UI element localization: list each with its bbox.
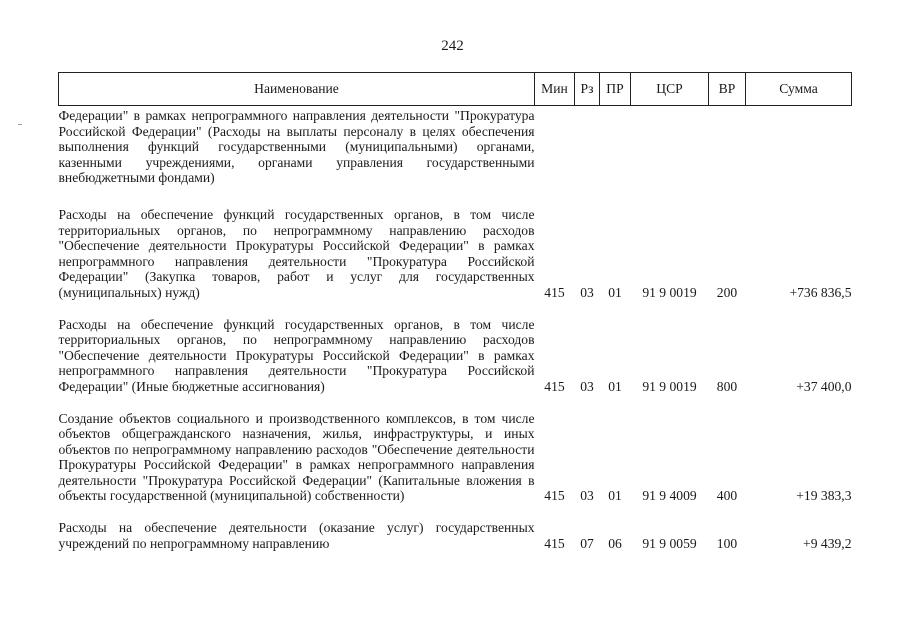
table-row [59,520,852,551]
row-pr: 01 [608,378,622,394]
header-sum: Сумма [746,73,852,106]
row-min: 415 [544,535,565,551]
row-rz: 03 [580,284,594,300]
row-rz [575,106,600,186]
row-name: Создание объектов социального и производственного комплексов, в том числе объектов общегражданского назначения, жилья, инфраструктуры, и иных объектов по непрограммному направлению расходов "Обеспечение деятельности Прокуратуры Российской Федерации" в рамках непрограммного направления деятельности "Прокуратура Российской Федерации" (Капитальные вложения в объекты государственной (муниципальной) собственности) [58,410,535,504]
row-sum: +736 836,5 [789,284,852,300]
row-csr: 91 9 0019 [642,284,697,300]
row-vr: 200 [716,284,738,300]
budget-table [58,72,852,551]
margin-mark [18,124,22,125]
header-rz: Рз [575,73,600,106]
row-pr: 01 [608,488,622,504]
row-sum [746,106,852,186]
page-number: 242 [441,38,464,54]
row-pr [600,106,631,186]
row-sum: +37 400,0 [796,378,852,394]
row-rz: 07 [580,535,594,551]
row-vr: 800 [716,378,738,394]
row-vr [709,106,746,186]
row-vr: 100 [716,535,738,551]
row-csr: 91 9 0019 [642,378,697,394]
row-vr: 400 [716,488,738,504]
row-min: 415 [544,378,565,394]
row-name: Расходы на обеспечение функций государственных органов, в том числе территориальных органов, по непрограммному направлению расходов "Обеспечение деятельности Прокуратуры Российской Федерации" в рамках непрограммного направления деятельности "Прокуратура Российской Федерации" (Закупка товаров, работ и услуг для государственных (муниципальных) нужд) [58,206,535,300]
header-csr: ЦСР [631,73,709,106]
row-sum: +19 383,3 [796,488,852,504]
header-pr: ПР [600,73,631,106]
table-row [59,207,852,301]
row-rz: 03 [580,488,594,504]
table-row [59,106,852,186]
row-rz: 03 [580,378,594,394]
row-pr: 01 [608,284,622,300]
row-name: Расходы на обеспечение функций государственных органов, в том числе территориальных органов, по непрограммному направлению расходов "Обеспечение деятельности Прокуратуры Российской Федерации" в рамках непрограммного направления деятельности "Прокуратура Российской Федерации" (Иные бюджетные ассигнования) [58,316,535,394]
row-min: 415 [544,488,565,504]
row-sum: +9 439,2 [803,535,852,551]
header-name: Наименование [59,73,535,106]
row-min: 415 [544,284,565,300]
row-min [535,106,575,186]
table-row [59,411,852,505]
row-csr: 91 9 0059 [642,535,697,551]
row-name: Федерации" в рамках непрограммного направления деятельности "Прокуратура Российской Федерации" (Расходы на выплаты персоналу в целях обеспечения выполнения функций государственными (муниципальными) органами, казенными учреждениями, органами управления государственными внебюджетными фондами) [58,108,535,186]
row-csr [631,106,709,186]
table-header-row [59,73,852,106]
row-csr: 91 9 4009 [642,488,697,504]
header-vr: ВР [709,73,746,106]
header-min: Мин [535,73,575,106]
row-name: Расходы на обеспечение деятельности (оказание услуг) государственных учреждений по непрограммному направлению [58,520,535,551]
table-row [59,317,852,395]
row-pr: 06 [608,535,622,551]
